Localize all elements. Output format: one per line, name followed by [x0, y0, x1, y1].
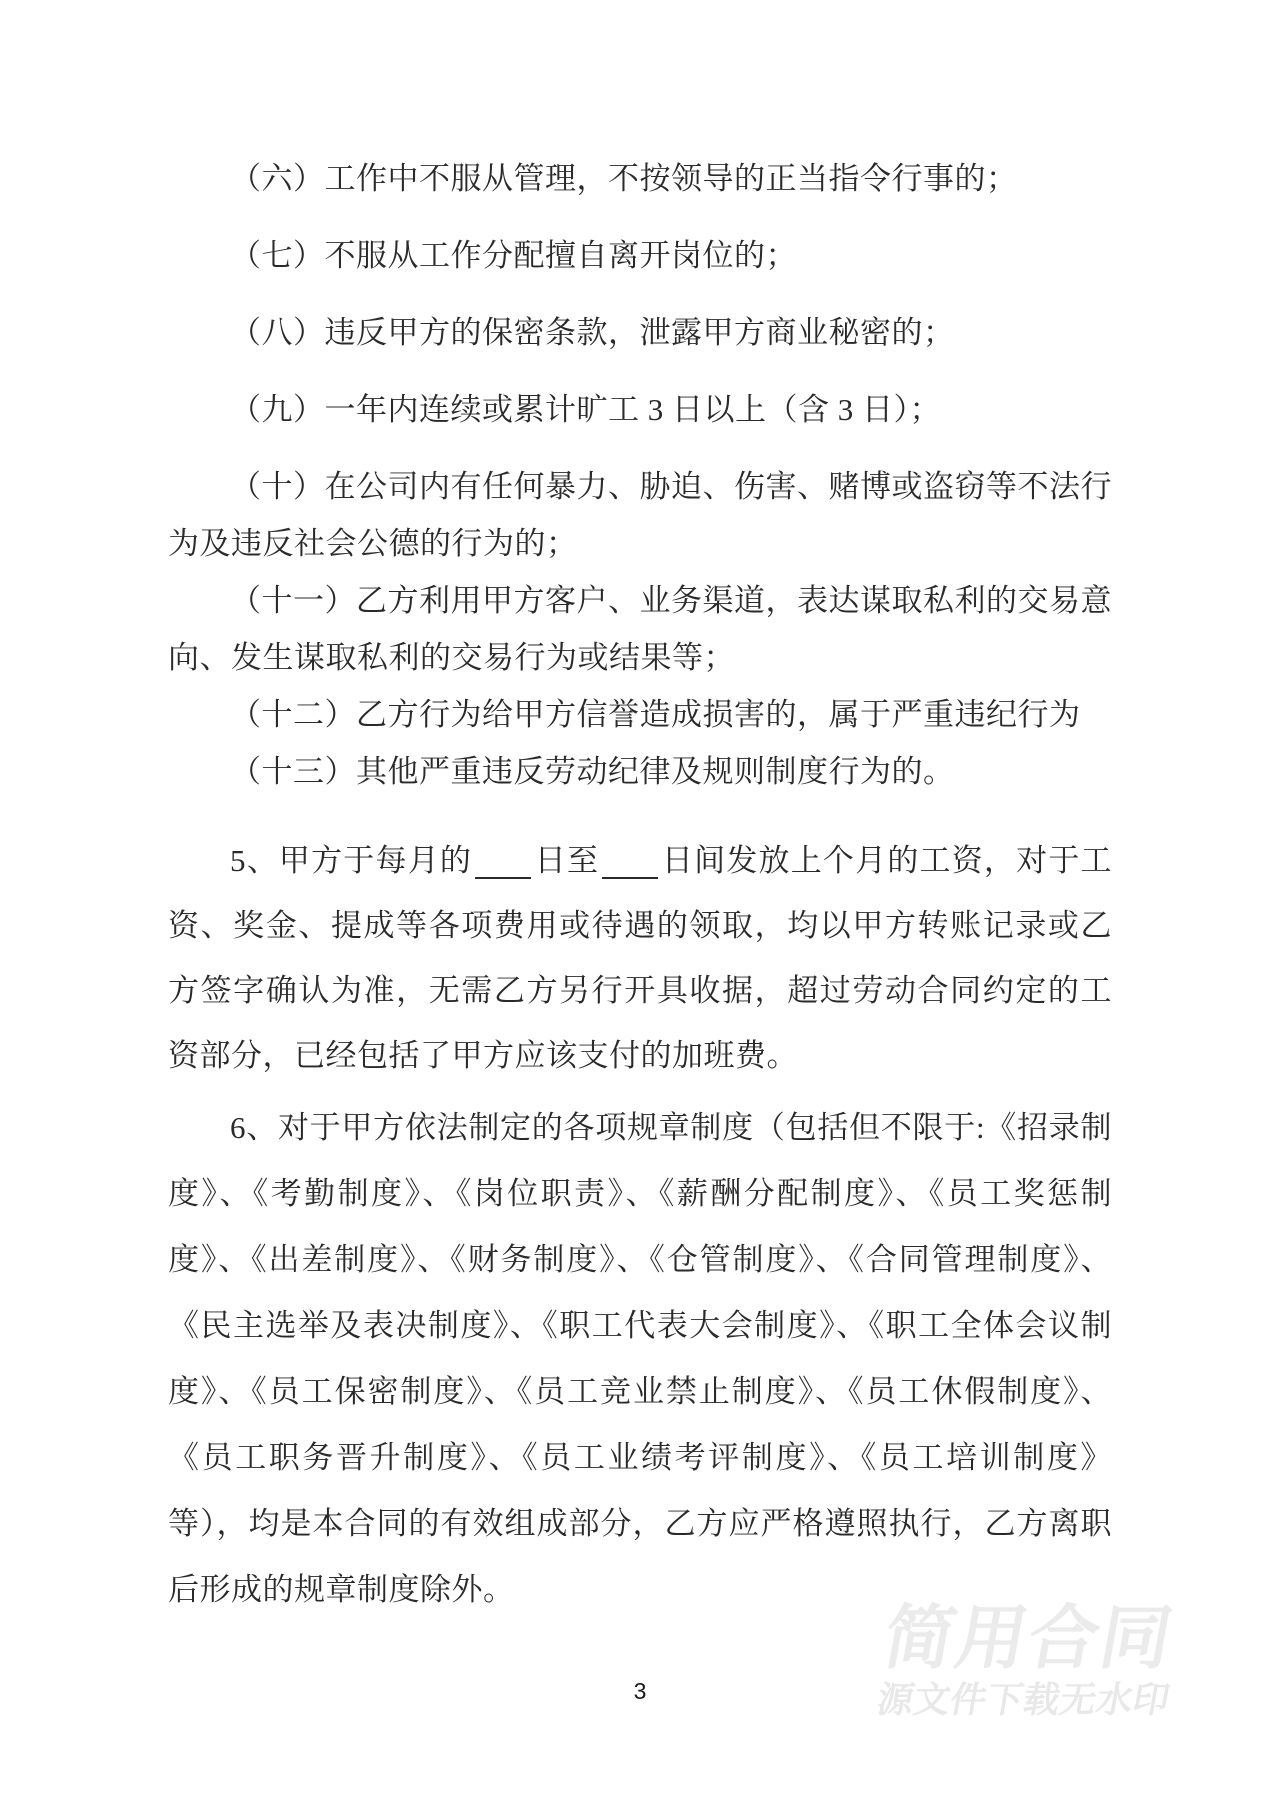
clause-item-8: （八）违反甲方的保密条款，泄露甲方商业秘密的；	[230, 315, 955, 350]
fill-in-blank-day-from	[475, 865, 531, 879]
clause-item-6: （六）工作中不服从管理，不按领导的正当指令行事的；	[230, 161, 1018, 196]
clause-item-10: （十）在公司内有任何暴力、胁迫、伤害、赌博或盗窃等不法行为及违反社会公德的行为的；	[168, 469, 1112, 561]
fill-in-blank-day-to	[602, 865, 658, 879]
contract-body	[168, 150, 1112, 1623]
watermark-tagline-text: 源文件下载无水印	[874, 1679, 1174, 1720]
paragraph-salary-terms	[168, 828, 1112, 1088]
paragraph-text: 5、甲方于每月的	[230, 843, 473, 878]
clause-item-9: （九）一年内连续或累计旷工 3 日以上（含 3 日）；	[230, 392, 941, 427]
clause-item-12: （十二）乙方行为给甲方信誉造成损害的，属于严重违纪行为	[230, 697, 1081, 732]
clause-item-13: （十三）其他严重违反劳动纪律及规则制度行为的。	[230, 754, 955, 789]
clause-item-11: （十一）乙方利用甲方客户、业务渠道，表达谋取私利的交易意向、发生谋取私利的交易行为或结果等；	[168, 583, 1112, 675]
paragraph-text: 日至	[534, 843, 600, 878]
paragraph-company-rules: 6、对于甲方依法制定的各项规章制度（包括但不限于:《招录制度》、《考勤制度》、《岗位职责》、《薪酬分配制度》、《员工奖惩制度》、《出差制度》、《财务制度》、《仓管制度》、《合同管理制度》、《民主选举及表决制度》、《职工代表大会制度》、《职工全体会议制度》、《员工保密制度》、《员工竞业禁止制度》、《员工休假制度》、《员工职务晋升制度》、《员工业绩考评制度》、《员工培训制度》等），均是本合同的有效组成部分，乙方应严格遵照执行，乙方离职后形成的规章制度除外。	[168, 1110, 1112, 1607]
clause-item-7: （七）不服从工作分配擅自离开岗位的；	[230, 238, 797, 273]
watermark-logo-text: 简用合同	[878, 1599, 1180, 1677]
paragraph-text: 日间发放上个月的工资，对于工资、奖金、提成等各项费用或待遇的领取，均以甲方转账记录或乙方签字确认为准，无需乙方另行开具收据，超过劳动合同约定的工资部分，已经包括了甲方应该支付的加班费。	[168, 843, 1113, 1073]
page-number: 3	[633, 1678, 647, 1704]
